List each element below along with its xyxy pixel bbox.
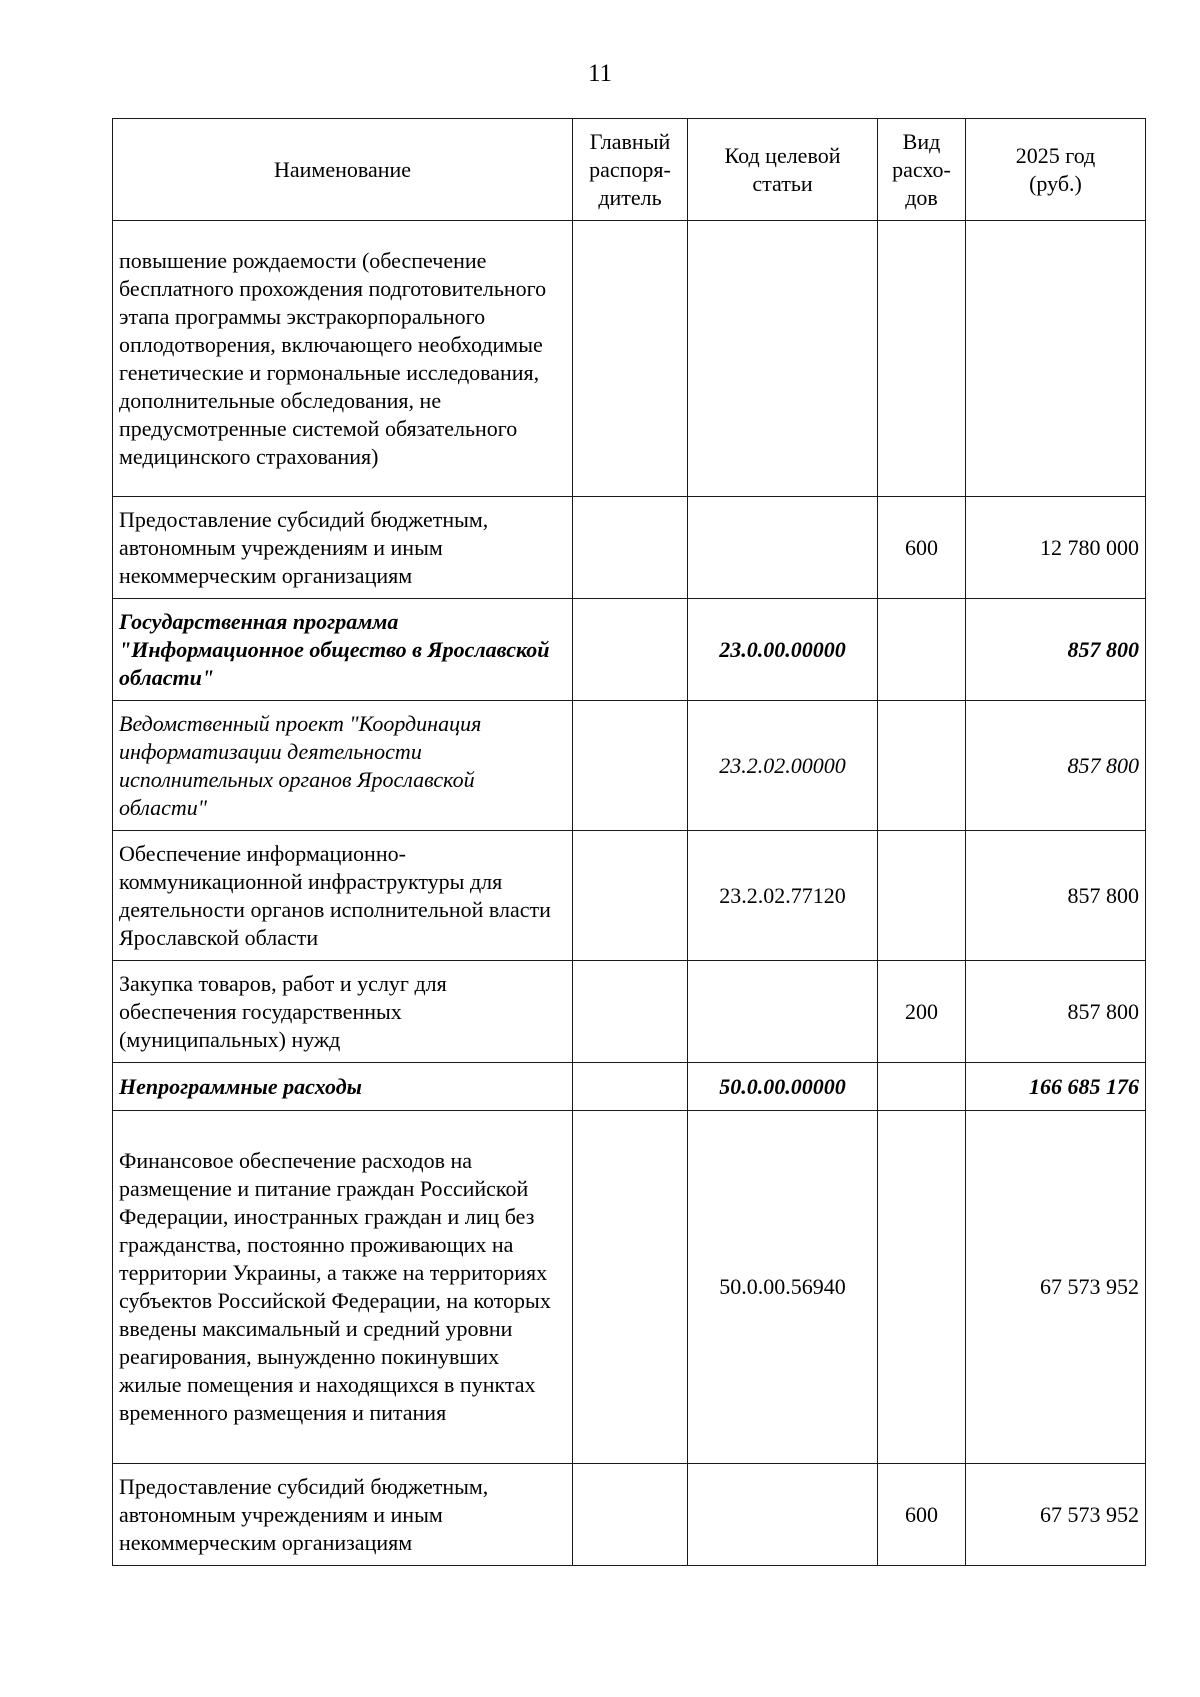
row-code: 23.2.02.00000 <box>688 701 878 831</box>
row-type <box>878 831 966 961</box>
row-chief <box>573 831 688 961</box>
row-amount: 857 800 <box>966 599 1146 701</box>
budget-table <box>112 118 1146 1566</box>
row-amount <box>966 221 1146 497</box>
row-code: 23.2.02.77120 <box>688 831 878 961</box>
row-name: повышение рождаемости (обеспечение бесплатного прохождения подготовительного этапа программы экстракорпорального оплодотворения, включающего необходимые генетические и гормональные исследования, дополнительные обследования, не предусмотренные системой обязательного медицинского страхования) <box>113 221 573 497</box>
row-amount: 857 800 <box>966 831 1146 961</box>
row-chief <box>573 221 688 497</box>
row-type <box>878 1111 966 1464</box>
row-chief <box>573 701 688 831</box>
table-row <box>113 961 1146 1063</box>
table-row <box>113 221 1146 497</box>
table-row <box>113 1464 1146 1566</box>
row-type: 200 <box>878 961 966 1063</box>
row-chief <box>573 1063 688 1111</box>
row-code: 50.0.00.00000 <box>688 1063 878 1111</box>
row-name: Ведомственный проект "Координация информатизации деятельности исполнительных органов Ярославской области" <box>113 701 573 831</box>
table-row <box>113 497 1146 599</box>
row-code <box>688 1464 878 1566</box>
row-type <box>878 599 966 701</box>
row-name: Закупка товаров, работ и услуг для обеспечения государственных (муниципальных) нужд <box>113 961 573 1063</box>
row-chief <box>573 961 688 1063</box>
header-code: Код целевой статьи <box>688 119 878 221</box>
row-amount: 67 573 952 <box>966 1111 1146 1464</box>
row-name: Предоставление субсидий бюджетным, автономным учреждениям и иным некоммерческим организациям <box>113 1464 573 1566</box>
row-chief <box>573 1464 688 1566</box>
row-type: 600 <box>878 1464 966 1566</box>
row-chief <box>573 1111 688 1464</box>
header-type: Вид расхо-дов <box>878 119 966 221</box>
row-chief <box>573 599 688 701</box>
row-code: 23.0.00.00000 <box>688 599 878 701</box>
table-row <box>113 701 1146 831</box>
row-name: Обеспечение информационно-коммуникационной инфраструктуры для деятельности органов исполнительной власти Ярославской области <box>113 831 573 961</box>
row-type <box>878 701 966 831</box>
row-code <box>688 497 878 599</box>
header-amount: 2025 год (руб.) <box>966 119 1146 221</box>
header-chief: Главный распоря-дитель <box>573 119 688 221</box>
table-row <box>113 599 1146 701</box>
row-code: 50.0.00.56940 <box>688 1111 878 1464</box>
row-name: Предоставление субсидий бюджетным, автономным учреждениям и иным некоммерческим организациям <box>113 497 573 599</box>
header-name: Наименование <box>113 119 573 221</box>
table-header-row <box>113 119 1146 221</box>
page-number: 11 <box>587 60 613 87</box>
row-amount: 857 800 <box>966 701 1146 831</box>
row-amount: 166 685 176 <box>966 1063 1146 1111</box>
row-amount: 857 800 <box>966 961 1146 1063</box>
row-name: Государственная программа "Информационное общество в Ярославской области" <box>113 599 573 701</box>
row-name: Финансовое обеспечение расходов на размещение и питание граждан Российской Федерации, иностранных граждан и лиц без гражданства, постоянно проживающих на территории Украины, а также на территориях субъектов Российской Федерации, на которых введены максимальный и средний уровни реагирования, вынужденно покинувших жилые помещения и находящихся в пунктах временного размещения и питания <box>113 1111 573 1464</box>
row-type <box>878 1063 966 1111</box>
row-amount: 12 780 000 <box>966 497 1146 599</box>
table-row <box>113 1111 1146 1464</box>
table-row <box>113 1063 1146 1111</box>
row-chief <box>573 497 688 599</box>
row-code <box>688 961 878 1063</box>
row-amount: 67 573 952 <box>966 1464 1146 1566</box>
row-name: Непрограммные расходы <box>113 1063 573 1111</box>
table-row <box>113 831 1146 961</box>
row-type: 600 <box>878 497 966 599</box>
row-code <box>688 221 878 497</box>
row-type <box>878 221 966 497</box>
